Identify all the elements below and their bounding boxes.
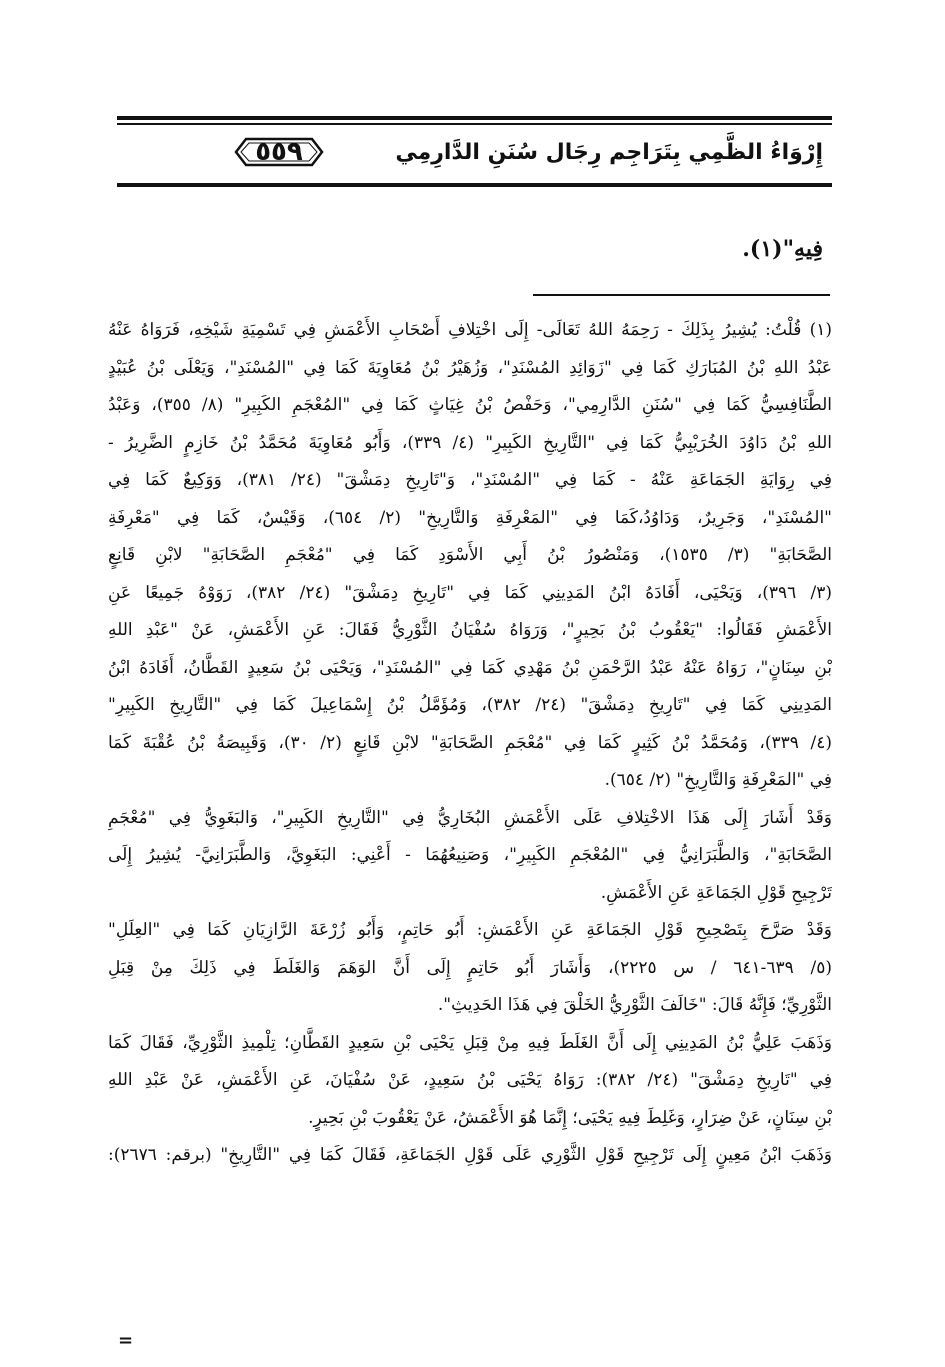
footnote-line: وَذَهَبَ ابْنُ مَعِينٍ إِلَى تَرْجِيحِ قَوْلِ الثَّوْرِي عَلَى قَوْلِ الجَمَاعَةِ، فَقَالَ كَمَا فِي "التَّارِيخِ" (برقم: ٢٦٧٦):	[108, 1145, 832, 1165]
footnote-line: المَدِينِي كَمَا فِي "تَارِيخِ دِمَشْقَ" (٢٤/ ٣٨٢)، وَمُؤَمَّلُ بْنُ إِسْمَاعِيلَ كَمَا فِي "التَّارِيخِ الكَبِيرِ"	[108, 695, 832, 715]
page-number: ٥٥٩	[255, 137, 303, 167]
footnote-line: وَذَهَبَ عَلِيُّ بْنُ المَدِينِي إِلَى أَنَّ الغَلَطَ فِيهِ مِنْ قِبَلِ يَحْيَى بْنِ سَعِيدٍ القَطَّانِ؛ تِلْمِيذِ الثَّوْرِيِّ، فَقَالَ كَمَا	[108, 1032, 832, 1053]
footnote-line: الأَعْمَشِ فَقَالُوا: "يَعْقُوبُ بْنُ بَحِيرٍ"، وَرَوَاهُ سُفْيَانُ الثَّوْرِيُّ فَقَالَ: عَنِ الأَعْمَشِ، عَنْ "عَبْدِ اللهِ	[108, 620, 832, 640]
continuation-mark: =	[118, 1330, 134, 1351]
book-title: إِرْوَاءُ الظَّمِي بِتَرَاجِم رِجَال سُنَنِ الدَّارِمِي	[395, 140, 823, 165]
footnote-line: بْنِ سِنَانٍ، عَنْ ضِرَارٍ، وَغَلِطَ فِيهِ يَحْيَى؛ إِنَّمَا هُوَ الأَعْمَشُ، عَنْ يَعْقُوبَ بْنِ بَحِيرٍ.	[308, 1107, 832, 1128]
footnote-line: فِي "المَعْرِفَةِ وَالتَّارِيخِ" (٢/ ٦٥٤).	[604, 770, 832, 790]
footnote-line: اللهِ بْنُ دَاوُدَ الخُرَيْبِيُّ كَمَا فِي "التَّارِيخِ الكَبِيرِ" (٤/ ٣٣٩)، وَأَبُو مُعَاوِيَةَ مُحَمَّدُ بْنُ خَازِمٍ الضَّرِيرُ -	[108, 432, 832, 453]
footnote-line: وَقَدْ أَشَارَ إِلَى هَذَا الاخْتِلافِ عَلَى الأَعْمَشِ البُخَارِيُّ فِي "التَّارِيخِ الكَبِيرِ"، وَالبَغَوِيُّ فِي "مُعْجَمِ	[108, 807, 832, 828]
footnote-line: الصَّحَابَةِ"، وَالطَّبَرَانِيُّ فِي "المُعْجَمِ الكَبِيرِ"، وَصَنِيعُهُمَا - أَعْنِي: البَغَوِيَّ، وَالطَّبَرَانِيَّ- يُشِيرُ إِلَى	[108, 845, 832, 865]
footnote-line: "المُسْنَدِ"، وَجَرِيرٌ، وَدَاوُدُ،كَمَا فِي "المَعْرِفَةِ وَالتَّارِيخِ" (٢/ ٦٥٤)، وَقَيْسٌ، كَمَا فِي "مَعْرِفَةِ	[108, 507, 832, 528]
footnote-line: (٤/ ٣٣٩)، وَمُحَمَّدُ بْنُ كَثِيرٍ كَمَا فِي "مُعْجَمِ الصَّحَابَةِ" لابْنِ قَانِعٍ (٢/ ٣٠)، وَقَبِيصَةُ بْنُ عُقْبَةَ كَمَا	[108, 732, 832, 753]
footnote-line: (٥/ ٦٣٩-٦٤١ / س ٢٢٢٥)، وَأَشَارَ أَبُو حَاتِمٍ إِلَى أَنَّ الوَهَمَ وَالغَلَطَ فِي ذَلِكَ مِنْ قِبَلِ	[108, 957, 832, 978]
footnote-separator	[533, 294, 830, 296]
footnote-line: الطَّنَافِسِيُّ كَمَا فِي "سُنَنِ الدَّارِمِي"، وَحَفْصُ بْنُ غِيَاثٍ كَمَا فِي "المُعْجَمِ الكَبِيرِ" (٨/ ٣٥٥)، وَعَبْدُ	[108, 395, 832, 415]
footnote-line: وَقَدْ صَرَّحَ بِتَصْحِيحِ قَوْلِ الجَمَاعَةِ عَنِ الأَعْمَشِ: أَبُو حَاتِمٍ، وَأَبُو زُرْعَةَ الرَّازِيَانِ كَمَا فِي "العِلَلِ"	[108, 920, 832, 940]
footnote-line: الثَّوْرِيِّ؛ فَإِنَّهُ قَالَ: "خَالَفَ الثَّوْرِيُّ الخَلْقَ فِي هَذَا الحَدِيثِ".	[437, 995, 832, 1015]
header-rule-top-thin	[117, 123, 832, 125]
header-rule-bottom	[117, 183, 832, 187]
main-text-continuation: فِيهِ"(١).	[742, 236, 823, 262]
footnote-line: فِي "تَارِيخِ دِمَشْقَ" (٢٤/ ٣٨٢): رَوَاهُ يَحْيَى بْنُ سَعِيدٍ، عَنْ سُفْيَانَ، عَنِ الأَعْمَشِ، عَنْ عَبْدِ اللهِ	[108, 1070, 832, 1090]
page-number-ornament	[232, 133, 326, 171]
footnote-line: (٣/ ٣٩٦)، وَيَحْيَى، أَفَادَهُ ابْنُ المَدِينِي كَمَا فِي "تَارِيخِ دِمَشْقَ" (٢٤/ ٣٨٢)، رَوَوْهُ جَمِيعًا عَنِ	[108, 582, 832, 603]
footnote-line: تَرْجِيحِ قَوْلِ الجَمَاعَةِ عَنِ الأَعْمَشِ.	[600, 882, 832, 903]
footnote-block	[108, 312, 832, 1175]
footnote-line: بْنِ سِنَانٍ"، رَوَاهُ عَنْهُ عَبْدُ الرَّحْمَنِ بْنُ مَهْدِي كَمَا فِي "المُسْنَدِ"، وَيَحْيَى بْنُ سَعِيدٍ القَطَّانُ، أَفَادَهُ ابْنُ	[108, 657, 832, 678]
footnote-line: الصَّحَابَةِ" (٣/ ١٥٣٥)، وَمَنْصُورُ بْنُ أَبِي الأَسْوَدِ كَمَا فِي "مُعْجَمِ الصَّحَابَةِ" لابْنِ قَانِعٍ	[108, 545, 832, 565]
footnote-line: (١) قُلْتُ: يُشِيرُ بِذَلِكَ - رَحِمَهُ اللهُ تَعَالَى- إِلَى اخْتِلافِ أَصْحَابِ الأَعْمَشِ فِي تَسْمِيَةِ شَيْخِهِ، فَرَوَاهُ عَنْهُ	[108, 320, 832, 340]
footnote-line: فِي رِوَايَةِ الجَمَاعَةِ عَنْهُ - كَمَا فِي "المُسْنَدِ"، وَ"تَارِيخِ دِمَشْقَ" (٢٤/ ٣٨١)، وَوَكِيعٌ كَمَا فِي	[108, 470, 832, 490]
footnote-line: عَبْدُ اللهِ بْنُ المُبَارَكِ كَمَا فِي "زَوَائِدِ المُسْنَدِ"، وَزُهَيْرُ بْنُ مُعَاوِيَةَ كَمَا فِي "المُسْنَدِ"، وَيَعْلَى بْنُ عُبَيْدٍ	[108, 357, 832, 378]
header-rule-top	[117, 116, 832, 120]
